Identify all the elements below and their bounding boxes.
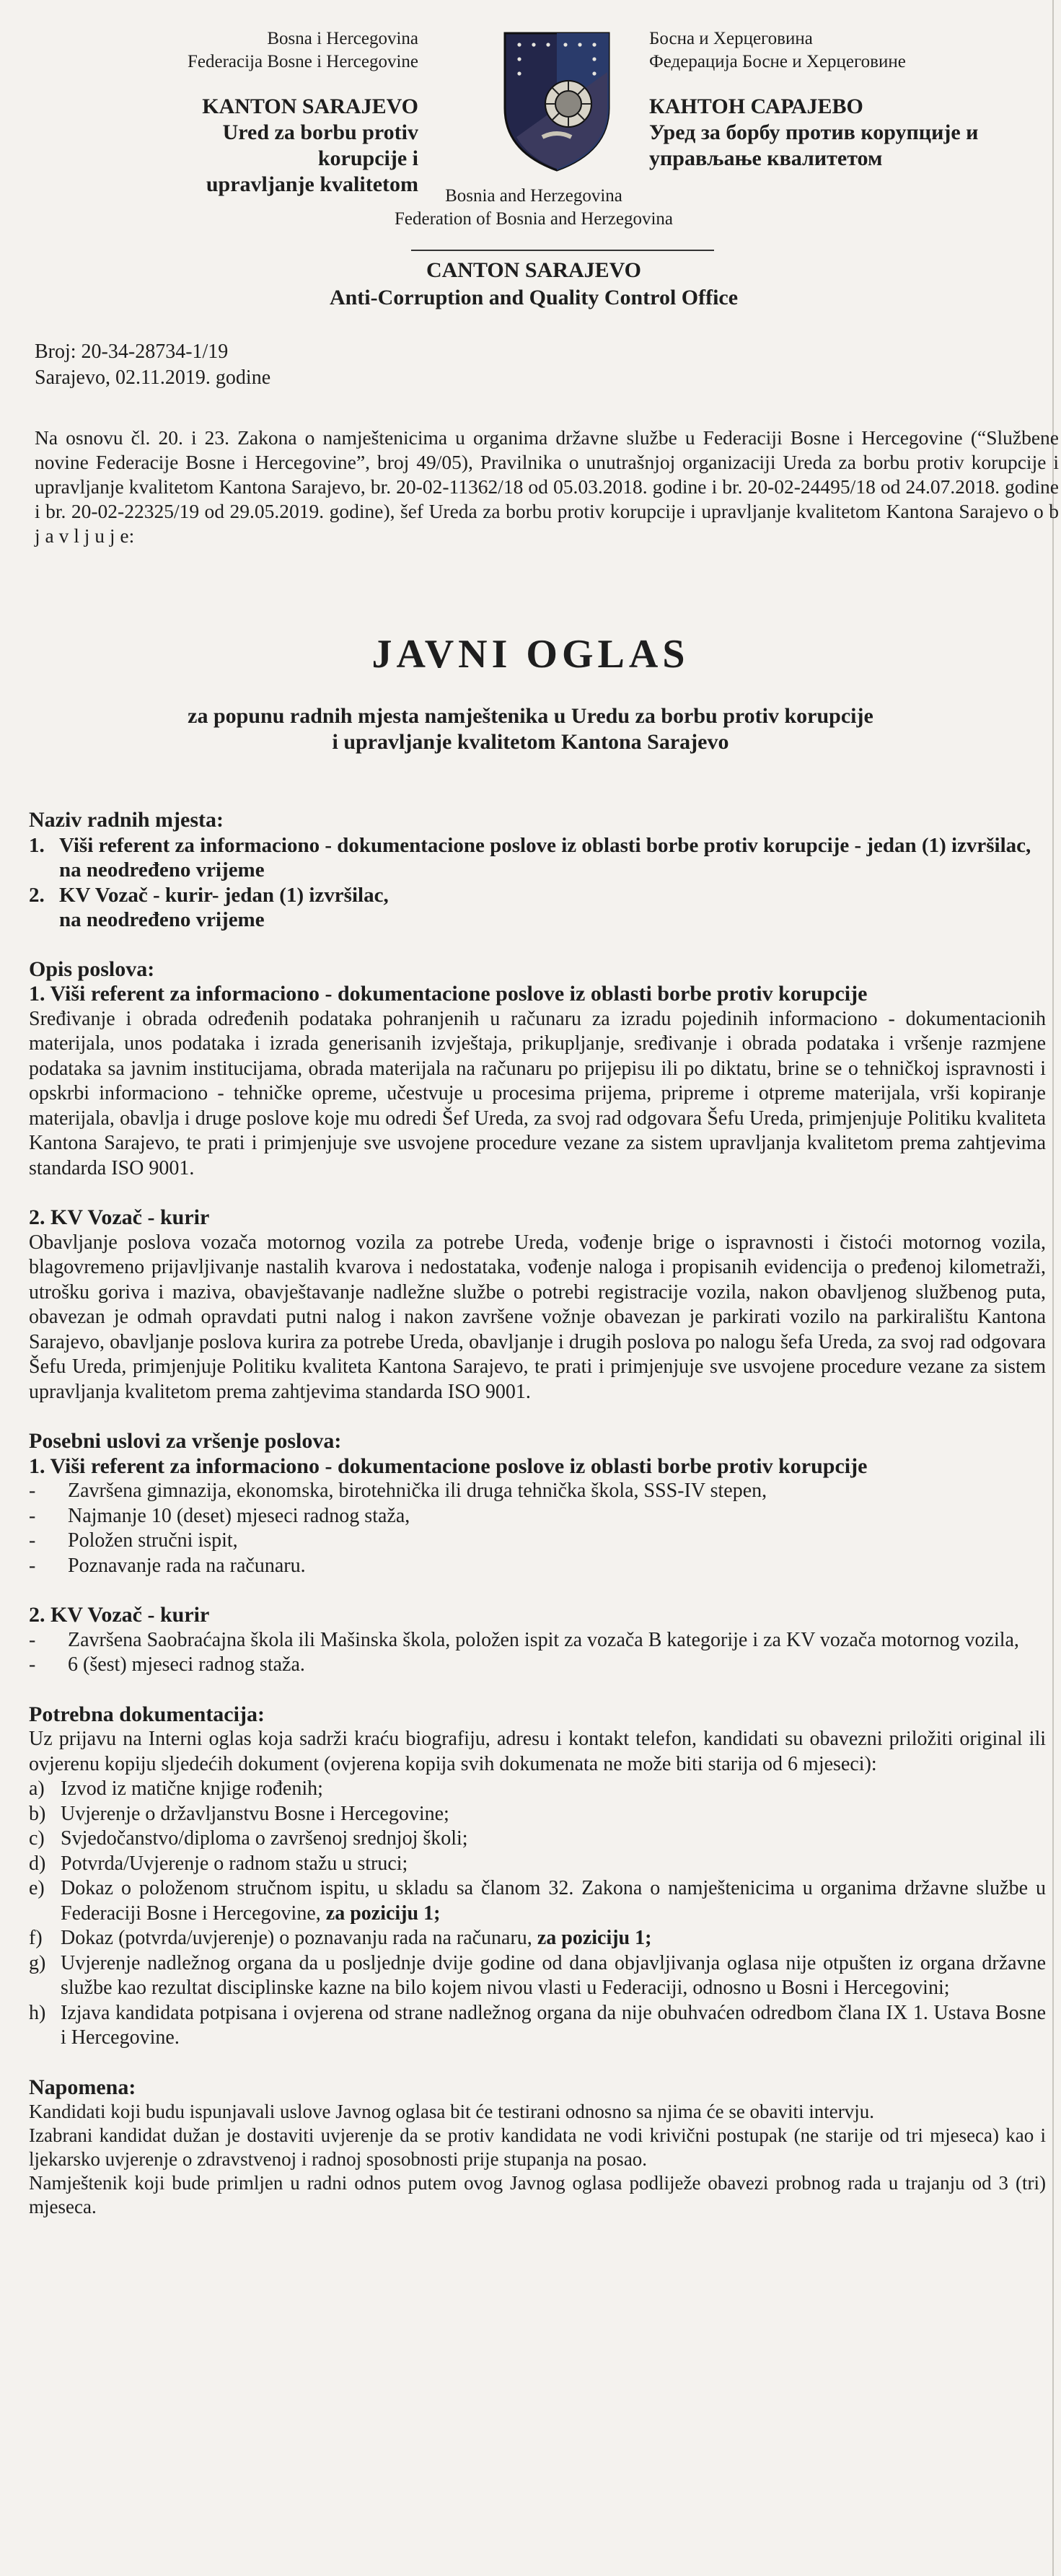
header-federation-cyr: Федерација Босне и Херцеговине: [649, 52, 906, 71]
document-number: Broj: 20-34-28734-1/19: [35, 340, 229, 363]
note-paragraph: Namještenik koji bude primljen u radni odnos putem ovog Javnog oglasa podliježe obavezi probnog rada u trajanju od 3 (tri) mjeseca.: [29, 2172, 1046, 2217]
header-office-line2: upravljanje kvalitetom: [206, 172, 418, 196]
header-country-cyr: Босна и Херцеговина: [649, 29, 813, 48]
header-office-line1-cyr: Уред за борбу против корупције и: [649, 120, 979, 144]
list-item: a) Izvod iz matične knjige rođenih;: [29, 1777, 323, 1800]
position-term: na neodređeno vrijeme: [59, 908, 265, 931]
header-office-en: Anti-Corruption and Quality Control Office: [329, 286, 739, 309]
subtitle-line2: i upravljanje kvalitetom Kantona Sarajevo: [332, 730, 729, 754]
documents-heading: Potrebna dokumentacija:: [29, 1702, 265, 1726]
conditions-item2-list: [29, 1628, 1046, 1678]
position-term: na neodređeno vrijeme: [59, 858, 265, 882]
list-item: f) Dokaz (potvrda/uvjerenje) o poznavanju rada na računaru, za poziciju 1;: [29, 1927, 652, 1949]
canton-sarajevo-coat-of-arms-icon: [499, 29, 615, 173]
document-place-date: Sarajevo, 02.11.2019. godine: [35, 366, 271, 389]
conditions-heading: Posebni uslovi za vršenje poslova:: [29, 1429, 342, 1453]
header-country: Bosna i Hercegovina: [267, 29, 418, 48]
position-number: 1.: [29, 833, 45, 857]
header-federation-en: Federation of Bosnia and Herzegovina: [395, 209, 673, 229]
header-right-cyrillic: [649, 27, 1039, 172]
list-item: - Završena gimnazija, ekonomska, birotehnička ili druga tehnička škola, SSS-IV stepen,: [29, 1480, 767, 1502]
document-meta: [35, 339, 684, 391]
header-canton-cyr: КАНТОН САРАЈЕВО: [649, 94, 863, 118]
note-paragraph: Izabrani kandidat dužan je dostaviti uvjerenje da se protiv kandidata ne vodi krivični postupak (ne starije od tri mjeseca) kao i ljekarsko uvjerenje o zdravstvenoj i radnoj sposobnosti prije stupanja na posao.: [29, 2124, 1046, 2170]
main-content: [29, 808, 1046, 2219]
position-title: KV Vozač - kurir- jedan (1) izvršilac,: [59, 883, 389, 907]
subtitle-line1: za popunu radnih mjesta namještenika u Uredu za borbu protiv korupcije: [188, 704, 873, 728]
document-title: JAVNI OGLAS: [371, 632, 690, 677]
list-item: [29, 883, 1046, 933]
list-item: g) Uvjerenje nadležnog organa da u posljednje dvije godine od dana objavljivanja oglasa nije otpušten iz organa državne službe kao rezultat disciplinske kazne na bilo kojem nivou vlasti u Federaciji, odnosno u Bosni i Hercegovini;: [29, 1951, 1046, 1999]
document-subtitle: [144, 703, 917, 755]
list-item: - Najmanje 10 (deset) mjeseci radnog staža,: [29, 1504, 410, 1527]
list-item: [29, 833, 1046, 883]
duties-item2-text: Obavljanje poslova vozača motornog vozila za potrebe Ureda, vođenje brige o ispravnosti i čistoći motornog vozila, blagovremeno prijavljivanje nastalih kvarova i nedostataka, vođenje naloga i propisanih evidencija o pređenoj kilometraži, utrošku goriva i maziva, obavještavanje nadležne službe o potrebi registracije vozila, nakon obavljenog službenog puta, obavezan je odmah opravdati putni nalog i nakon završene vožnje obavezan je parkirati vozilo na parkiralištu Kantona Sarajevo, obavljanje poslova kurira za potrebe Ureda, obavljanje i drugih poslova po nalogu šefa Ureda, za svoj rad odgovara Šefu Ureda, primjenjuje Politiku kvaliteta Kantona Sarajevo, te prati i primjenjuje sve usvojene procedure vezane za sistem upravljanja kvalitetom prema zahtjevima standarda ISO 9001.: [29, 1231, 1046, 1403]
header-canton-english: [216, 257, 851, 312]
header-canton: KANTON SARAJEVO: [202, 94, 418, 118]
header-office-line1: Ured za borbu protiv korupcije i: [222, 120, 418, 170]
list-item: d) Potvrda/Uvjerenje o radnom stažu u struci;: [29, 1852, 408, 1875]
header-divider: [411, 250, 714, 251]
duties-heading: Opis poslova:: [29, 957, 155, 981]
header-canton-en: CANTON SARAJEVO: [426, 258, 642, 282]
duties-item1-title: 1. Viši referent za informaciono - dokumentacione poslove iz oblasti borbe protiv korupcije: [29, 982, 868, 1006]
list-item: - Poznavanje rada na računaru.: [29, 1554, 306, 1577]
list-item: - 6 (šest) mjeseci radnog staža.: [29, 1653, 305, 1676]
conditions-item1-title: 1. Viši referent za informaciono - dokumentacione poslove iz oblasti borbe protiv korupcije: [29, 1454, 868, 1478]
list-item: h) Izjava kandidata potpisana i ovjerena od strane nadležnog organa da nije obuhvaćen odredbom člana IX 1. Ustava Bosne i Hercegovine.: [29, 2001, 1046, 2049]
documents-list: [29, 1777, 1046, 2051]
page-edge: [1052, 0, 1054, 2576]
list-item: e) Dokaz o položenom stručnom ispitu, u skladu sa članom 32. Zakona o namještenicima u organima državne službe u Federaciji Bosne i Hercegovine, za poziciju 1;: [29, 1877, 1046, 1925]
note-heading: Napomena:: [29, 2075, 136, 2099]
duties-item1-text: Sređivanje i obrada određenih podataka pohranjenih u računaru za izradu pojedinih informaciono - dokumentacionih materijala, unos podataka i izrada generisanih izvještaja, prikupljanje, sređivanje i obrada podataka i vršenje razmjene podataka sa javnim institucijama, obrada materijala na računaru po prijepisu ili po diktatu, brine se o tehničkoj ispravnosti i opskrbi informaciono - tehničke opreme, učestvuje u procesima prijema, pripreme i otpreme materijala, vrši kopiranje materijala, obavlja i druge poslove koje mu odredi Šef Ureda, za svoj rad odgovara Šefu Ureda, primjenjuje Politiku kvaliteta Kantona Sarajevo, te prati i primjenjuje sve usvojene procedure vezane za sistem upravljanja kvalitetom prema zahtjevima standarda ISO 9001.: [29, 1007, 1046, 1179]
header-center-english: [317, 185, 750, 231]
list-item: - Položen stručni ispit,: [29, 1529, 238, 1552]
positions-heading: Naziv radnih mjesta:: [29, 808, 224, 832]
documents-intro: Uz prijavu na Interni oglas koja sadrži kraću biografiju, adresu i kontakt telefon, kandidati su obavezni priložiti original ili ovjerenu kopiju sljedećih dokument (ovjerena kopija svih dokumenata ne može biti starija od 6 mjeseci):: [29, 1728, 1046, 1775]
intro-paragraph: Na osnovu čl. 20. i 23. Zakona o namještenicima u organima državne službe u Federaciji Bosne i Hercegovine (“Službene novine Federacije Bosne i Hercegovine”, broj 49/05), Pravilnika o unutrašnjoj organizaciji Ureda za borbu protiv korupcije i upravljanje kvalitetom Kantona Sarajevo, br. 20-02-11362/18 od 05.03.2018. godine i br. 20-02-24495/18 od 24.07.2018. godine i br. 20-02-22325/19 od 29.05.2019. godine), šef Ureda za borbu protiv korupcije i upravljanje kvalitetom Kantona Sarajevo o b j a v l j u j e:: [35, 426, 1059, 547]
list-item: - Završena Saobraćajna škola ili Mašinska škola, položen ispit za vozača B kategorije i za KV vozača motornog vozila,: [29, 1628, 1019, 1651]
conditions-item1-list: [29, 1479, 1046, 1578]
header-office-line2-cyr: управљање квалитетом: [649, 146, 883, 170]
header-country-en: Bosnia and Herzegovina: [445, 186, 622, 206]
position-number: 2.: [29, 883, 45, 907]
list-item: b) Uvjerenje o državljanstvu Bosne i Hercegovine;: [29, 1802, 449, 1825]
duties-item2-title: 2. KV Vozač - kurir: [29, 1205, 210, 1229]
list-item: c) Svjedočanstvo/diploma o završenoj srednjoj školi;: [29, 1827, 468, 1850]
header-federation: Federacija Bosne i Hercegovine: [187, 52, 418, 71]
positions-list: [29, 833, 1046, 933]
position-title: Viši referent za informaciono - dokumentacione poslove iz oblasti borbe protiv korupcije - jedan (1) izvršilac,: [59, 833, 1031, 857]
conditions-item2-title: 2. KV Vozač - kurir: [29, 1603, 210, 1627]
header-left-latin: [130, 27, 418, 198]
note-paragraph: Kandidati koji budu ispunjavali uslove Javnog oglasa bit će testirani odnosno sa njima će se obaviti intervju.: [29, 2101, 875, 2122]
